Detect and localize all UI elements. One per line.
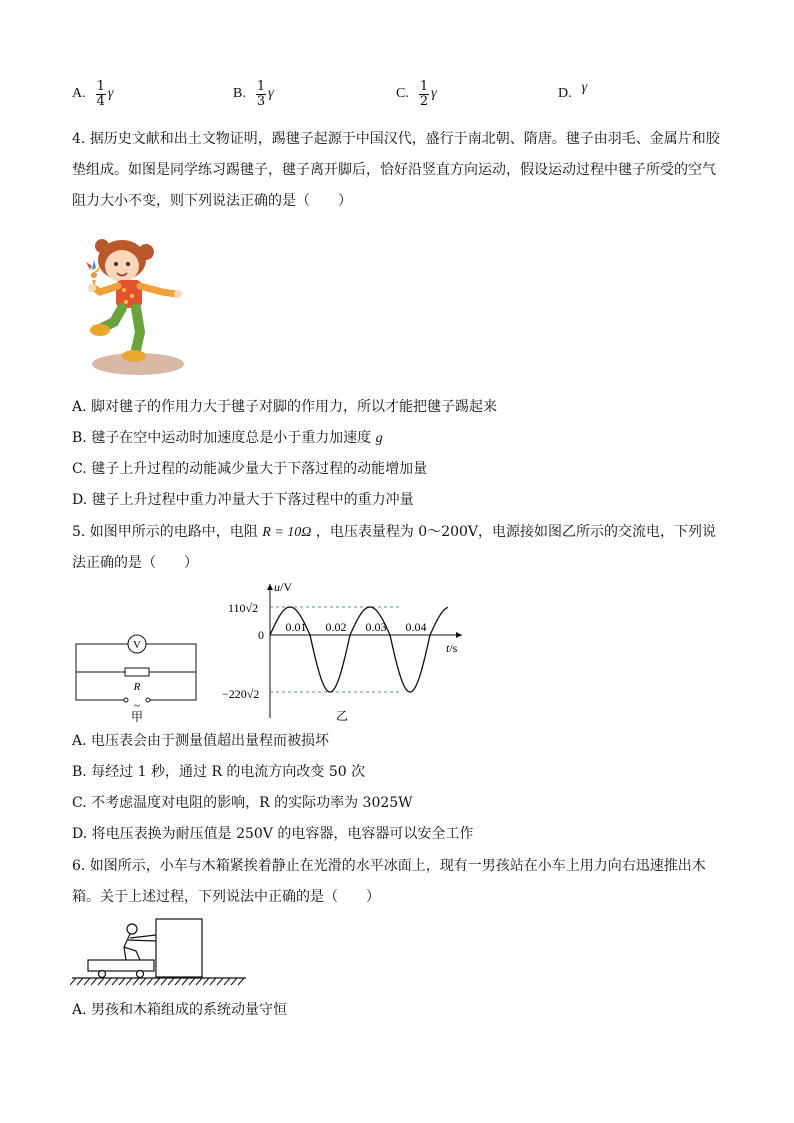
- q4-option-c[interactable]: C. 毽子上升过程的动能减少量大于下落过程的动能增加量: [72, 461, 428, 477]
- hatch-mark: [210, 978, 216, 985]
- q3-option-c-label: C.: [396, 86, 409, 101]
- wheel-icon: [99, 971, 106, 978]
- q3-option-a-label: A.: [72, 86, 86, 101]
- terminal-icon: [124, 698, 128, 702]
- hatch-mark: [91, 978, 97, 985]
- gamma-symbol: γ: [268, 86, 274, 101]
- hatch-mark: [161, 978, 167, 985]
- q5-option-a[interactable]: A. 电压表会由于测量值超出量程而被损坏: [72, 733, 330, 749]
- gravity-symbol: g: [375, 431, 383, 446]
- q5-option-d[interactable]: D. 将电压表换为耐压值是 250V 的电容器，电容器可以安全工作: [72, 826, 474, 842]
- hatch-mark: [112, 978, 118, 985]
- q6-stem-line-2: 箱。关于上述过程，下列说法中正确的是（ ）: [72, 889, 380, 905]
- x-axis-label: t/s: [446, 641, 458, 655]
- wooden-box-icon: [156, 919, 202, 977]
- hatch-mark: [217, 978, 223, 985]
- hatch-mark: [126, 978, 132, 985]
- hatch-mark: [119, 978, 125, 985]
- hatch-mark: [203, 978, 209, 985]
- origin-label: 0: [258, 628, 264, 642]
- x-tick-label: 0.04: [405, 620, 427, 634]
- q3-option-a-fraction: [96, 80, 106, 109]
- q5-stem-line-1: [72, 522, 716, 543]
- q4-option-d[interactable]: D. 毽子上升过程中重力冲量大于下落过程中的重力冲量: [72, 492, 414, 508]
- x-tick-label: 0.02: [325, 620, 347, 634]
- cart-icon: [88, 960, 154, 971]
- q5-option-b[interactable]: B. 每经过 1 秒，通过 R 的电流方向改变 50 次: [72, 764, 366, 780]
- hatch-mark: [154, 978, 160, 985]
- terminal-icon: [146, 698, 150, 702]
- q5-stem-suffix: ，电压表量程为 0～200V，电源接如图乙所示的交流电，下列说: [315, 524, 717, 540]
- gamma-symbol: γ: [431, 86, 437, 101]
- q5-resistance-formula: R = 10Ω: [262, 525, 312, 540]
- q3-option-b-fraction: [256, 80, 266, 109]
- fraction-numerator: 1: [256, 78, 266, 94]
- q3-options: [72, 76, 732, 112]
- gamma-symbol: γ: [107, 86, 114, 101]
- hatch-mark: [105, 978, 111, 985]
- q3-option-b-label: B.: [233, 86, 246, 101]
- q4-stem-line-2: 垫组成。如图是同学练习踢毽子，毽子离开脚后，恰好沿竖直方向运动，假设运动过程中毽子所受的空气: [72, 162, 716, 178]
- q4-option-b-text: B. 毽子在空中运动时加速度总是小于重力加速度: [72, 430, 372, 446]
- y-bottom-tick-label: −220√2: [222, 687, 260, 701]
- q6-stem-line-1: 6. 如图所示，小车与木箱紧挨着静止在光滑的水平冰面上，现有一男孩站在小车上用力向右迅速推出木: [72, 858, 706, 874]
- hatch-mark: [70, 978, 76, 985]
- hatch-mark: [175, 978, 181, 985]
- q5-stem-line-2: 法正确的是（ ）: [72, 555, 198, 571]
- q6-option-a[interactable]: A. 男孩和木箱组成的系统动量守恒: [72, 1002, 288, 1018]
- q3-option-a[interactable]: [72, 76, 113, 112]
- fraction-denominator: 2: [419, 93, 429, 109]
- voltmeter-label: V: [133, 639, 141, 651]
- x-tick-label: 0.01: [285, 620, 307, 634]
- graph-caption: 乙: [335, 709, 349, 723]
- q4-stem-line-1: 4. 据历史文献和出土文物证明，踢毽子起源于中国汉代，盛行于南北朝、隋唐。毽子由羽毛、金属片和胶: [72, 131, 720, 147]
- fraction-denominator: 4: [96, 93, 105, 109]
- fraction-numerator: 1: [96, 78, 105, 94]
- resistor-label: R: [133, 681, 141, 693]
- hatch-mark: [84, 978, 90, 985]
- q3-option-c[interactable]: [396, 76, 437, 112]
- y-top-tick-label: 110√2: [228, 601, 259, 615]
- y-axis-label: u/V: [274, 580, 292, 594]
- q3-option-d[interactable]: [558, 76, 587, 112]
- ac-source-symbol: ~: [134, 700, 140, 712]
- circuit-diagram: [70, 628, 205, 724]
- hatch-mark: [182, 978, 188, 985]
- hatch-mark: [231, 978, 237, 985]
- q5-option-c[interactable]: C. 不考虑温度对电阻的影响，R 的实际功率为 3025W: [72, 795, 413, 811]
- q5-stem-prefix: 5. 如图甲所示的电路中，电阻: [72, 524, 258, 540]
- q3-option-d-label: D.: [558, 86, 572, 101]
- q4-option-a[interactable]: A. 脚对毽子的作用力大于毽子对脚的作用力，所以才能把毽子踢起来: [72, 399, 498, 415]
- cart-and-box-diagram: [70, 915, 248, 993]
- hatch-mark: [224, 978, 230, 985]
- q4-stem-line-3: 阻力大小不变，则下列说法正确的是（ ）: [72, 193, 352, 209]
- fraction-numerator: 1: [419, 78, 429, 94]
- fraction-denominator: 3: [256, 93, 266, 109]
- q3-option-b[interactable]: [233, 76, 274, 112]
- q3-option-c-fraction: [419, 80, 429, 109]
- q4-option-b[interactable]: [72, 428, 383, 449]
- hatch-mark: [133, 978, 139, 985]
- circuit-caption: 甲: [130, 710, 144, 724]
- wheel-icon: [137, 971, 144, 978]
- hatch-mark: [189, 978, 195, 985]
- hatch-mark: [168, 978, 174, 985]
- ac-voltage-graph: [218, 578, 468, 724]
- gamma-symbol: γ: [581, 80, 588, 95]
- hatch-mark: [98, 978, 104, 985]
- x-tick-label: 0.03: [365, 620, 387, 634]
- hatch-mark: [140, 978, 146, 985]
- girl-kicking-shuttlecock-illustration: [80, 232, 190, 380]
- hatch-mark: [196, 978, 202, 985]
- hatch-mark: [77, 978, 83, 985]
- boy-icon: [124, 924, 156, 960]
- resistor-icon: [125, 668, 149, 676]
- hatch-mark: [147, 978, 153, 985]
- hatch-mark: [238, 978, 244, 985]
